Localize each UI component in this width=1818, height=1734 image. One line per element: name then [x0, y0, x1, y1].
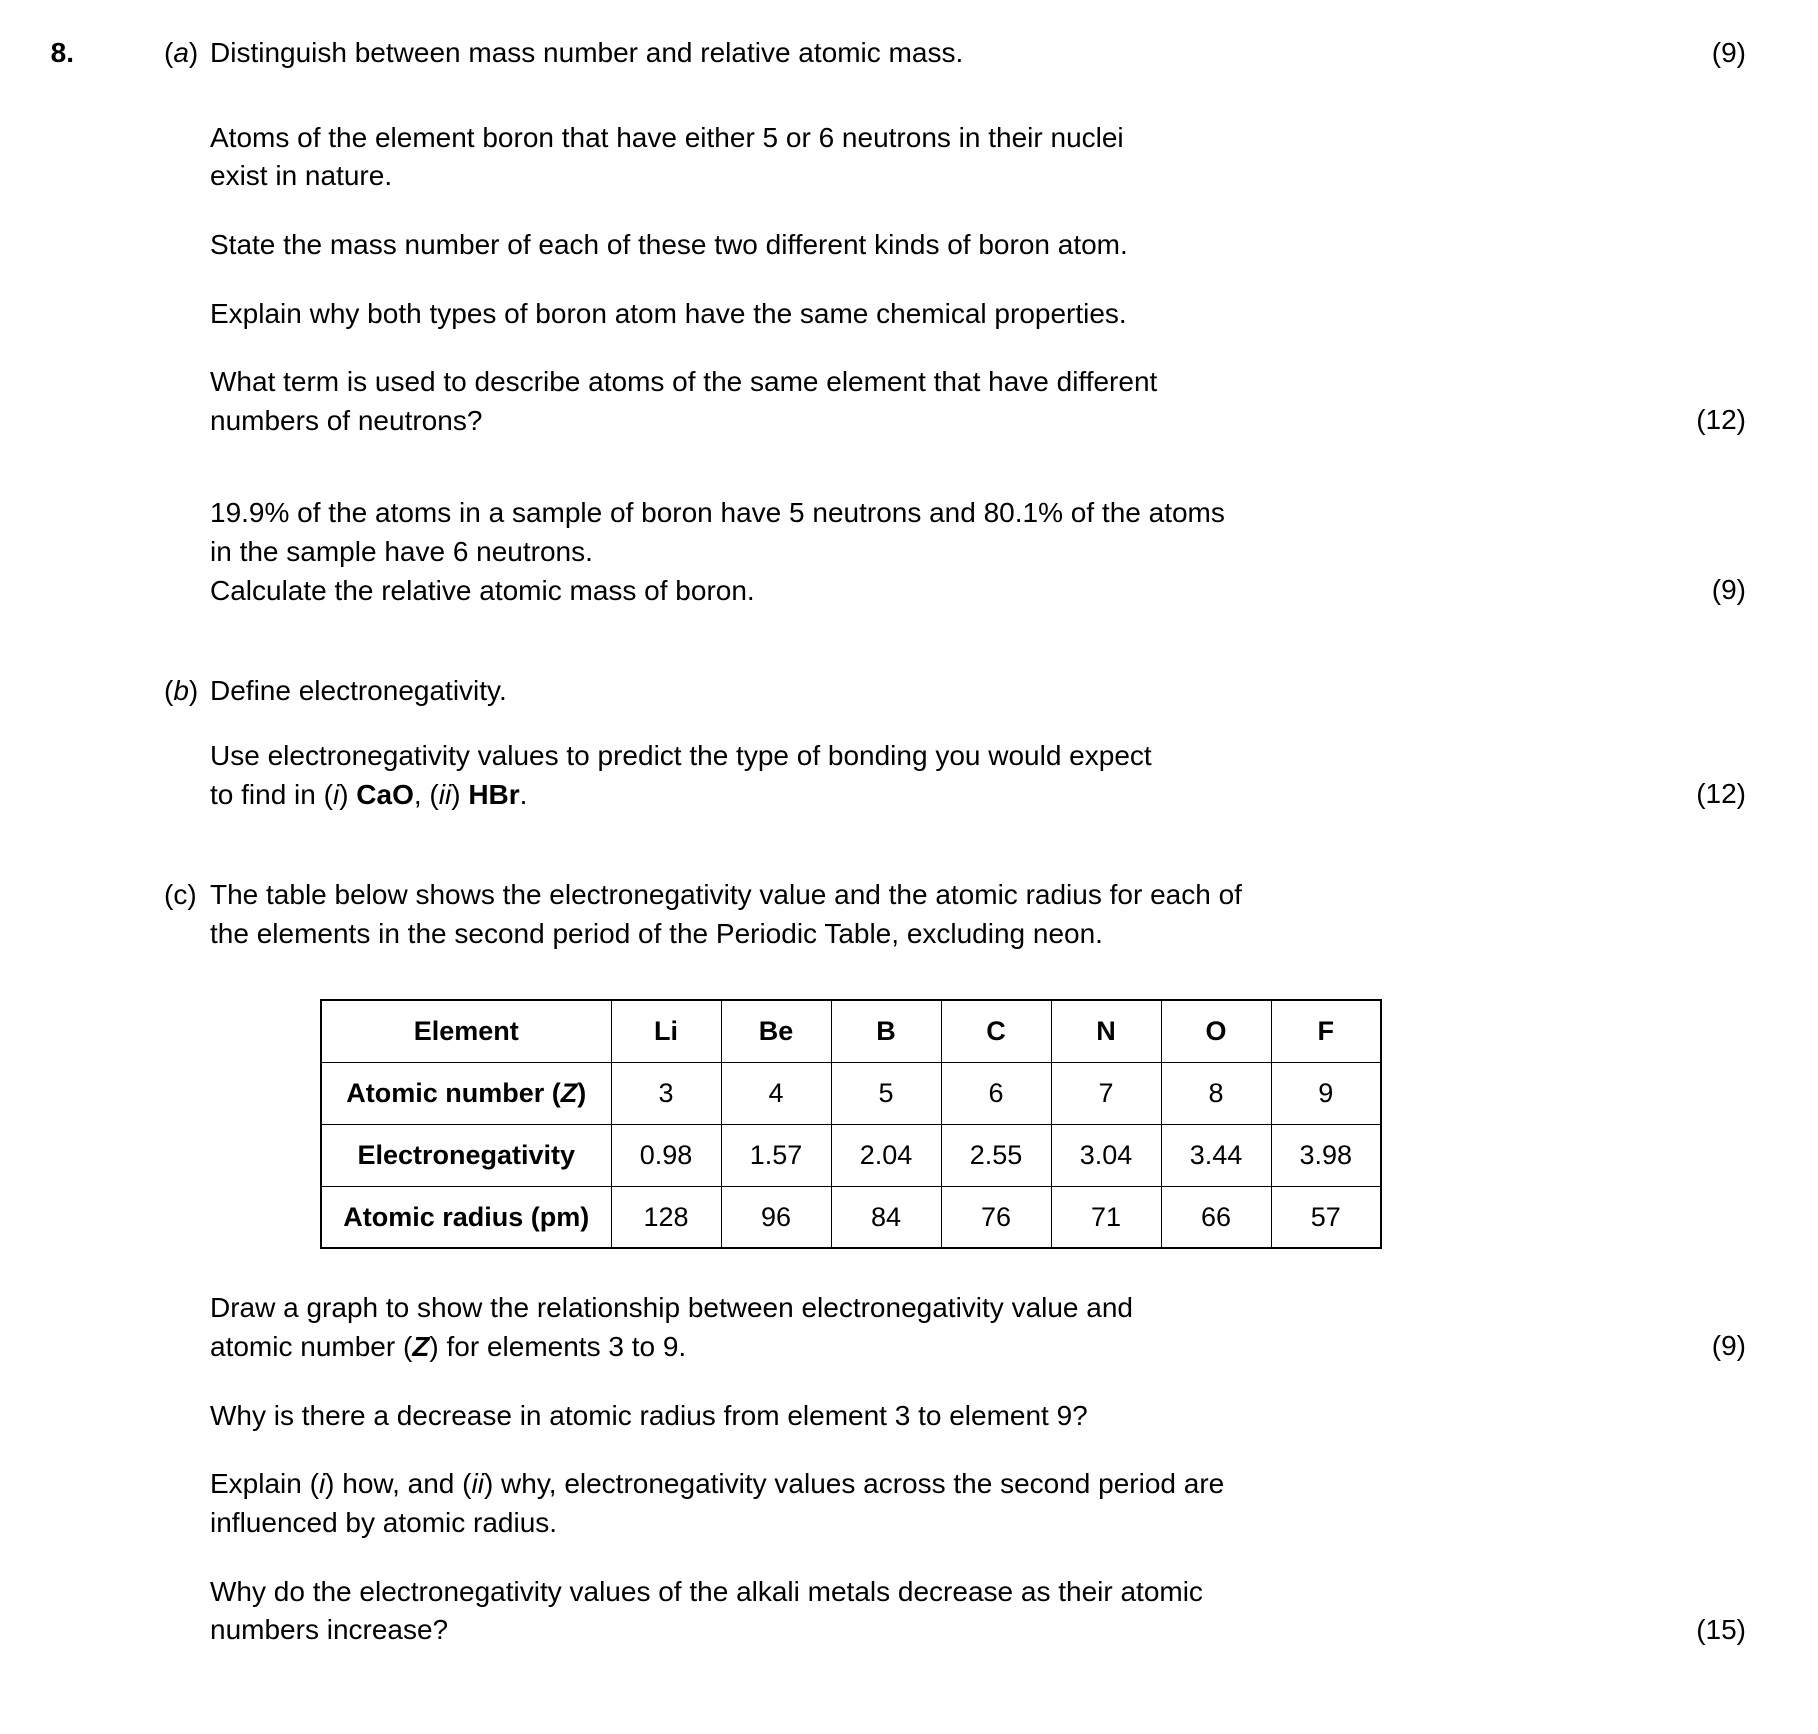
- part-c-explain-post: ) why, electronegativity values across the second period are: [483, 1468, 1225, 1500]
- part-a-text-2b: exist in nature.: [210, 160, 393, 192]
- table-row-atomic-number: [321, 1062, 1381, 1124]
- table-cell-z-li: 3: [611, 1062, 721, 1124]
- table-cell-en-f: 3.98: [1271, 1124, 1381, 1186]
- part-c-marks-1-wrap: [1688, 1289, 1818, 1366]
- part-a-marks-1: (9): [1711, 37, 1746, 68]
- question-number: 8.: [50, 37, 74, 68]
- part-c-block-radius: [0, 1397, 1818, 1436]
- part-b-frag-mid3: ): [451, 778, 469, 810]
- part-c-paragraph-radius: [210, 1397, 1688, 1436]
- part-b-formula-hbr: HBr: [468, 778, 520, 810]
- part-a-letter: a: [173, 37, 189, 68]
- part-c-roman-ii: ii: [471, 1468, 484, 1500]
- table-cell-element-n: N: [1051, 1000, 1161, 1062]
- part-c-text-4: [210, 1465, 1688, 1504]
- table-rowhead-atomic-number: [321, 1062, 611, 1124]
- rowhead-frag-2: ): [577, 1077, 587, 1108]
- part-c-explain-mid: ) how, and (: [325, 1468, 472, 1500]
- part-c-z-symbol: Z: [412, 1331, 430, 1362]
- table-cell-r-b: 84: [831, 1186, 941, 1248]
- part-b-text-1: Define electronegativity.: [210, 675, 507, 707]
- part-c-roman-i: i: [318, 1468, 326, 1500]
- part-c-paragraph-alkali: [210, 1573, 1688, 1650]
- rowhead-z-italic: Z: [560, 1077, 578, 1108]
- part-c-label: (c): [164, 879, 197, 911]
- table-cell-z-c: 6: [941, 1062, 1051, 1124]
- table-cell-element-f: F: [1271, 1000, 1381, 1062]
- table-cell-element-b: B: [831, 1000, 941, 1062]
- part-c-text-1b: the elements in the second period of the Periodic Table, excluding neon.: [210, 917, 1103, 949]
- part-c-block-graph: [0, 1289, 1818, 1366]
- part-b-label: (b): [164, 675, 199, 707]
- part-a-marks-2: (12): [1696, 404, 1746, 436]
- part-a-block-5: [0, 363, 1818, 440]
- part-c-text-3: Why is there a decrease in atomic radius from element 3 to element 9?: [210, 1399, 1088, 1431]
- table-cell-r-f: 57: [1271, 1186, 1381, 1248]
- part-c-block-alkali: [0, 1573, 1818, 1650]
- electronegativity-table: [320, 999, 1382, 1249]
- part-c-explain-pre: Explain (: [210, 1468, 319, 1500]
- part-c-paragraph-graph: [210, 1289, 1688, 1366]
- part-b-frag-pre: to find in (: [210, 778, 333, 810]
- table-cell-en-n: 3.04: [1051, 1124, 1161, 1186]
- table-cell-z-f: 9: [1271, 1062, 1381, 1124]
- table-cell-en-c: 2.55: [941, 1124, 1051, 1186]
- table-cell-en-o: 3.44: [1161, 1124, 1271, 1186]
- spacer: [0, 814, 1818, 876]
- part-a-text-5b: numbers of neutrons?: [210, 404, 483, 436]
- part-a-marks-2-wrap: [1688, 363, 1818, 440]
- part-b-row: [0, 672, 1818, 814]
- part-a-block-3: [0, 226, 1818, 265]
- part-a-label: (a): [164, 37, 199, 68]
- spacer: [0, 1543, 1818, 1573]
- part-b-frag-mid1: ): [339, 778, 357, 810]
- table-cell-en-b: 2.04: [831, 1124, 941, 1186]
- table-cell-r-li: 128: [611, 1186, 721, 1248]
- table-row-atomic-radius: [321, 1186, 1381, 1248]
- part-a-paragraph-5: [210, 363, 1688, 440]
- table-cell-z-be: 4: [721, 1062, 831, 1124]
- part-a-marks-3-wrap: [1688, 494, 1818, 610]
- electronegativity-table-wrap: [0, 953, 1818, 1249]
- part-a-text-1: Distinguish between mass number and relative atomic mass.: [210, 37, 964, 68]
- part-c-text-1a: The table below shows the electronegativity value and the atomic radius for each of: [210, 879, 1242, 911]
- table-cell-z-o: 8: [1161, 1062, 1271, 1124]
- part-a-paragraph-4: [210, 295, 1688, 334]
- part-a-marks-3: (9): [1711, 574, 1746, 606]
- table-cell-en-be: 1.57: [721, 1124, 831, 1186]
- spacer: [0, 265, 1818, 295]
- part-a-paragraph-3: [210, 226, 1688, 265]
- table-cell-z-n: 7: [1051, 1062, 1161, 1124]
- table-cell-element-be: Be: [721, 1000, 831, 1062]
- part-a-line-1: [210, 34, 1688, 73]
- part-b-body: [210, 672, 1688, 814]
- spacer: [0, 1435, 1818, 1465]
- part-b-text-2b: [210, 776, 1688, 815]
- part-c-marks-1: (9): [1711, 1330, 1746, 1362]
- spacer: [0, 1367, 1818, 1397]
- table-rowhead-electronegativity: Electronegativity: [321, 1124, 611, 1186]
- table-cell-element-c: C: [941, 1000, 1051, 1062]
- part-c-frag-post: ) for elements 3 to 9.: [429, 1331, 687, 1362]
- part-a-text-2a: Atoms of the element boron that have either 5 or 6 neutrons in their nuclei: [210, 121, 1124, 153]
- part-c-text-5a: Why do the electronegativity values of the alkali metals decrease as their atomic: [210, 1575, 1203, 1607]
- part-a-text-5a: What term is used to describe atoms of the same element that have different: [210, 366, 1158, 398]
- table-cell-z-b: 5: [831, 1062, 941, 1124]
- part-b-marks-wrap: [1688, 672, 1818, 814]
- part-b-roman-ii: ii: [438, 778, 452, 810]
- part-c-text-5b: numbers increase?: [210, 1614, 449, 1646]
- part-a-paragraph-2: [210, 119, 1688, 196]
- part-b-letter: b: [173, 675, 189, 707]
- part-c-block-explain: [0, 1465, 1818, 1542]
- part-a-text-6a: 19.9% of the atoms in a sample of boron have 5 neutrons and 80.1% of the atoms: [210, 497, 1225, 529]
- table-cell-r-o: 66: [1161, 1186, 1271, 1248]
- spacer: [0, 610, 1818, 672]
- table-row-elements: [321, 1000, 1381, 1062]
- rowhead-frag-1: Atomic number (: [346, 1077, 561, 1108]
- table-rowhead-element: Element: [321, 1000, 611, 1062]
- part-c-intro: [210, 876, 1688, 953]
- part-b-marks: (12): [1696, 778, 1746, 810]
- table-cell-en-li: 0.98: [611, 1124, 721, 1186]
- table-cell-element-o: O: [1161, 1000, 1271, 1062]
- table-cell-r-be: 96: [721, 1186, 831, 1248]
- part-a-first-line-row: [0, 34, 1818, 73]
- part-a-paragraph-6: [210, 494, 1688, 610]
- table-cell-element-li: Li: [611, 1000, 721, 1062]
- table-cell-r-c: 76: [941, 1186, 1051, 1248]
- part-c-paragraph-explain: [210, 1465, 1688, 1542]
- part-c-row: [0, 876, 1818, 953]
- part-a-text-4: Explain why both types of boron atom have the same chemical properties.: [210, 297, 1127, 329]
- part-a-block-6: [0, 494, 1818, 610]
- part-a-block-4: [0, 295, 1818, 334]
- part-a-text-7: Calculate the relative atomic mass of boron.: [210, 574, 755, 606]
- part-c-marks-2: (15): [1696, 1613, 1746, 1645]
- part-a-text-6b: in the sample have 6 neutrons.: [210, 536, 593, 567]
- part-b-formula-cao: CaO: [356, 778, 414, 810]
- part-c-text-4b: influenced by atomic radius.: [210, 1506, 558, 1538]
- spacer: [0, 1249, 1818, 1289]
- part-b-text-2a: Use electronegativity values to predict the type of bonding you would expect: [210, 739, 1152, 771]
- part-a-text-3: State the mass number of each of these two different kinds of boron atom.: [210, 228, 1128, 260]
- part-c-text-2a: Draw a graph to show the relationship between electronegativity value and: [210, 1292, 1134, 1324]
- part-b-frag-mid2: , (: [413, 778, 439, 810]
- part-c-text-2b: [210, 1328, 1688, 1367]
- part-b-frag-end: .: [519, 778, 528, 810]
- table-cell-r-n: 71: [1051, 1186, 1161, 1248]
- spacer: [0, 333, 1818, 363]
- part-c-frag-pre: atomic number (: [210, 1331, 413, 1362]
- part-b-roman-i: i: [332, 778, 340, 810]
- spacer: [0, 73, 1818, 119]
- part-c-marks-2-wrap: [1688, 1573, 1818, 1650]
- part-a-block-2: [0, 119, 1818, 196]
- spacer: [0, 196, 1818, 226]
- table-row-electronegativity: [321, 1124, 1381, 1186]
- table-rowhead-atomic-radius: Atomic radius (pm): [321, 1186, 611, 1248]
- spacer: [0, 440, 1818, 494]
